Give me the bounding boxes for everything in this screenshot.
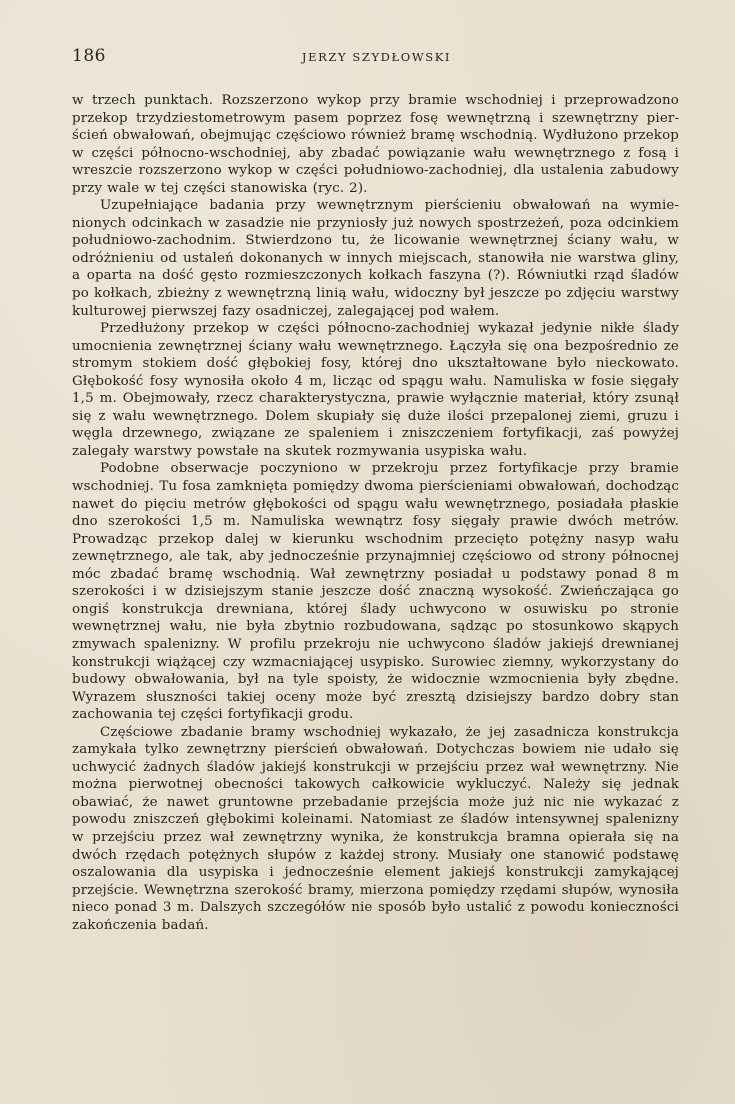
body-text: [72, 92, 679, 934]
paragraph-4: Podobne obserwacje poczyniono w przekroju przez fortyfikacje przy bramie wschodniej. Tu fosa zamknięta pomiędzy dwoma pierścieniami obwałowań, dochodząc nawet do pięciu metrów głębokości od spągu wału wewnętrznego, posiadała płaskie dno szerokości 1,5 m. Namuliska wewnątrz fosy sięgały prawie dwóch metrów. Prowadząc przekop dalej w kierunku wschodnim przecięto potężny nasyp wału zewnętrznego, ale tak, aby jednocześnie przynajmniej częściowo od strony północnej móc zbadać bramę wschodnią. Wał zewnętrzny posiadał u podstawy ponad 8 m szerokości i w dzisiejszym stanie jeszcze dość znaczną wysokość. Zwieńczająca go ongiś konstrukcja drewniana, której ślady uchwycono w osuwisku po stronie wewnętrznej wału, nie była zbytnio rozbudowana, sądząc po stosunkowo skąpych zmywach spalenizny. W profilu przekroju nie uchwycono śladów jakiejś drewnianej konstrukcji wiążącej czy wzmacniającej usypisko. Surowiec ziemny, wykorzystany do budowy obwałowania, był na tyle spoisty, że widocznie wzmocnienia były zbędne. Wyrazem słuszności takiej oceny może być zresztą dzisiejszy bardzo dobry stan zachowania tej części fortyfikacji grodu.: [72, 461, 679, 723]
running-head: JERZY SZYDŁOWSKI: [301, 50, 452, 64]
paragraph-3: Przedłużony przekop w części północno-zachodniej wykazał jedynie nikłe ślady umocnienia zewnętrznej ściany wału wewnętrznego. Łączyła się ona bezpośrednio ze stromym stokiem dość głębokiej fosy, której dno ukształtowane było nieckowato. Głębokość fosy wynosiła około 4 m, licząc od spągu wału. Namuliska w fosie sięgały 1,5 m. Obejmowały, rzecz charakterystyczna, prawie wyłącznie materiał, który zsunął się z wału wewnętrznego. Dolem skupiały się duże ilości przepalonej ziemi, gruzu i węgla drzewnego, związane ze spaleniem i zniszczeniem fortyfikacji, zaś powyżej zalegały warstwy powstałe na skutek rozmywania usypiska wału.: [72, 321, 679, 459]
page-header: [72, 44, 681, 74]
paragraph-2: Uzupełniające badania przy wewnętrznym pierścieniu obwałowań na wymienionych odcinkach w zasadzie nie przyniosły już nowych spostrzeżeń, poza odcinkiem południowo-zachodnim. Stwierdzono tu, że licowanie wewnętrznej ściany wału, w odróżnieniu od ustaleń dokonanych w innych miejscach, stanowiła nie warstwa gliny, a oparta na dość gęsto rozmieszczonych kołkach faszyna (?). Równiutki rząd śladów po kołkach, zbieżny z wewnętrzną linią wału, widoczny był jeszcze po zdjęciu warstwy kulturowej pierwszej fazy osadniczej, zalegającej pod wałem.: [72, 198, 679, 319]
page-number: 186: [72, 46, 106, 66]
paragraph-1: w trzech punktach. Rozszerzono wykop przy bramie wschodniej i przeprowadzono przekop trzydziestometrowym pasem poprzez fosę wewnętrzną i szewnętrzny pierścień obwałowań, obejmując częściowo również bramę wschodnią. Wydłużono przekop w części północno-wschodniej, aby zbadać powiązanie wału wewnętrznego z fosą i wreszcie rozszerzono wykop w części południowo-zachodniej, dla ustalenia zabudowy przy wale w tej części stanowiska (ryc. 2).: [72, 93, 679, 196]
paragraph-5: Częściowe zbadanie bramy wschodniej wykazało, że jej zasadnicza konstrukcja zamykała tylko zewnętrzny pierścień obwałowań. Dotychczas bowiem nie udało się uchwycić żadnych śladów jakiejś konstrukcji w przejściu przez wał wewnętrzny. Nie można pierwotnej obecności takowych całkowicie wykluczyć. Należy się jednak obawiać, że nawet gruntowne przebadanie przejścia może już nic nie wykazać z powodu zniszczeń głębokimi koleinami. Natomiast ze śladów intensywnej spalenizny w przejściu przez wał zewnętrzny wynika, że konstrukcja bramna opierała się na dwóch rzędach potężnych słupów z każdej strony. Musiały one stanowić podstawę oszalowania dla usypiska i jednocześnie element jakiejś konstrukcji zamykającej przejście. Wewnętrzna szerokość bramy, mierzona pomiędzy rzędami słupów, wynosiła nieco ponad 3 m. Dalszych szczegółów nie sposób było ustalić z powodu konieczności zakończenia badań.: [72, 724, 679, 933]
